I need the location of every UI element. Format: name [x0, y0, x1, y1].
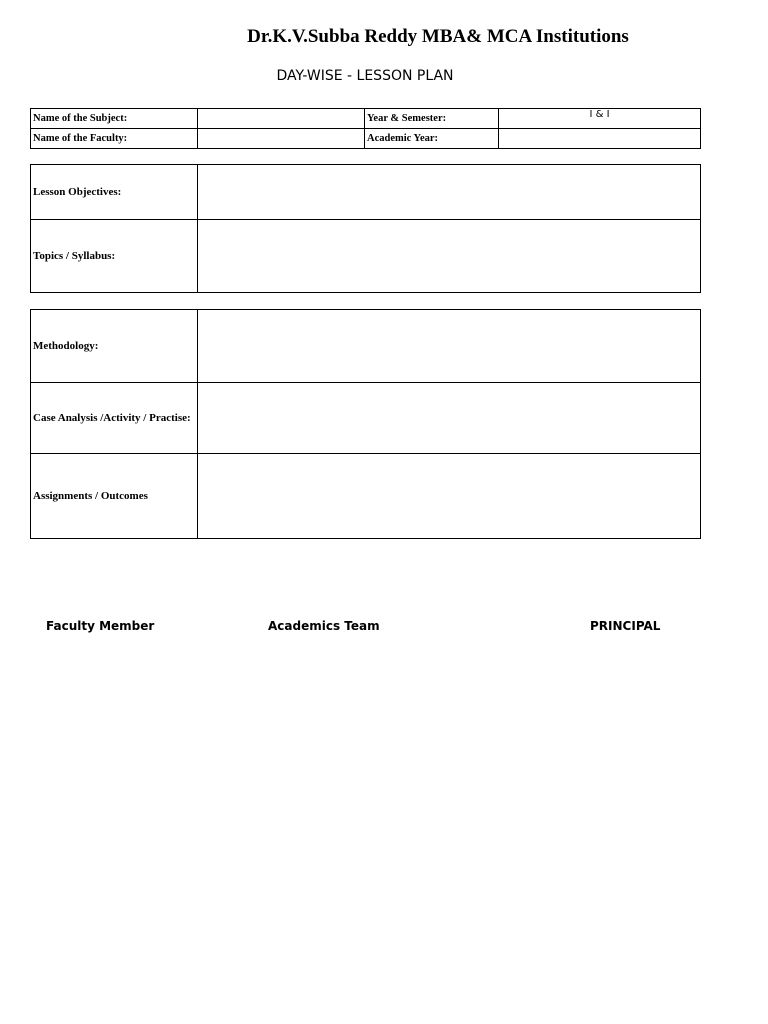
assignments-label: Assignments / Outcomes [31, 454, 198, 539]
lesson-objectives-field[interactable] [198, 165, 701, 220]
row-assignments [31, 454, 701, 539]
case-analysis-field[interactable] [198, 383, 701, 454]
methodology-label: Methodology: [31, 310, 198, 383]
institution-title: Dr.K.V.Subba Reddy MBA& MCA Institutions [247, 26, 629, 47]
row-case-analysis [31, 383, 701, 454]
year-semester-field[interactable]: I & I [499, 109, 701, 129]
faculty-member-signature: Faculty Member [46, 619, 155, 633]
principal-signature: PRINCIPAL [590, 619, 661, 633]
academics-team-signature: Academics Team [268, 619, 380, 633]
info-row-faculty [31, 129, 701, 149]
info-row-subject [31, 109, 701, 129]
methodology-field[interactable] [198, 310, 701, 383]
objectives-table [30, 164, 701, 293]
year-semester-label: Year & Semester: [365, 109, 499, 129]
case-analysis-label: Case Analysis /Activity / Practise: [31, 383, 198, 454]
lesson-plan-title: DAY-WISE - LESSON PLAN [276, 68, 454, 84]
row-lesson-objectives [31, 165, 701, 220]
academic-year-label: Academic Year: [365, 129, 499, 149]
row-methodology [31, 310, 701, 383]
subject-field[interactable] [198, 109, 365, 129]
academic-year-field[interactable] [499, 129, 701, 149]
topics-label: Topics / Syllabus: [31, 220, 198, 293]
assignments-field[interactable] [198, 454, 701, 539]
lesson-objectives-label: Lesson Objectives: [31, 165, 198, 220]
topics-field[interactable] [198, 220, 701, 293]
subject-label: Name of the Subject: [31, 109, 198, 129]
row-topics [31, 220, 701, 293]
faculty-field[interactable] [198, 129, 365, 149]
faculty-label: Name of the Faculty: [31, 129, 198, 149]
methodology-table [30, 309, 701, 539]
info-table [30, 108, 701, 149]
